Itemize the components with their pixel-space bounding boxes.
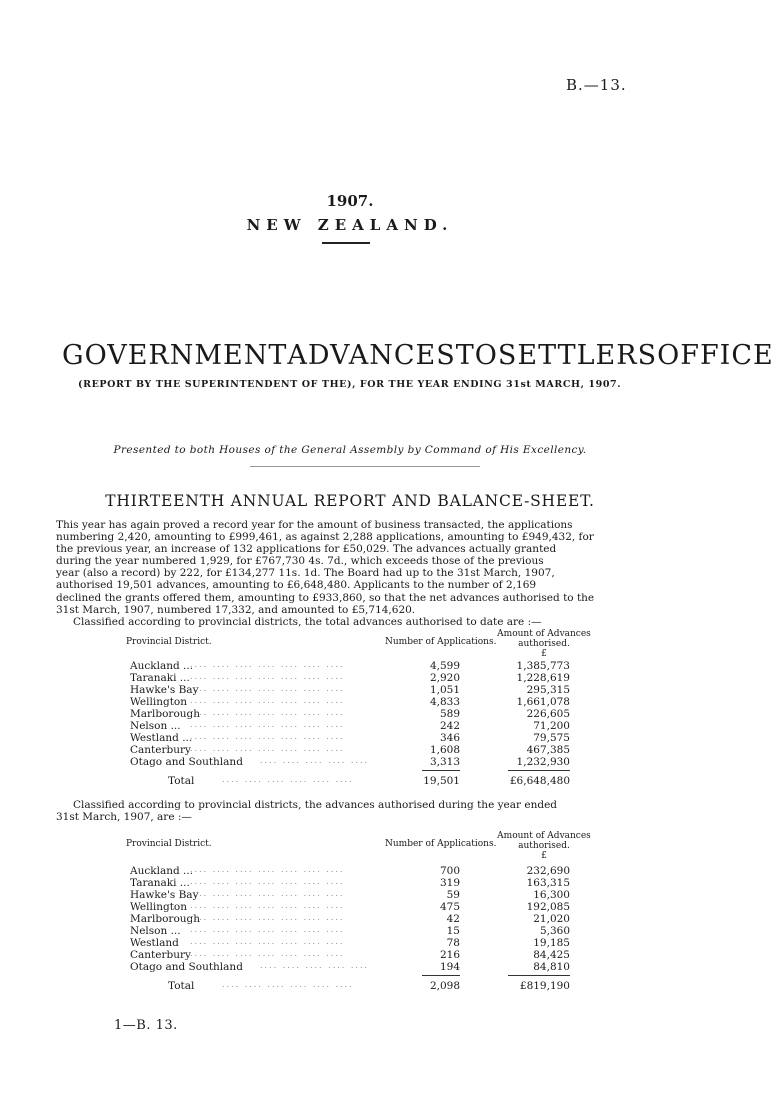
country-name: NEW ZEALAND. <box>246 216 454 234</box>
paragraph-line: This year has again proved a record year for the amount of business transacted, the applications <box>56 519 573 531</box>
leader-dots: .... .... .... .... .... .... .... <box>190 865 345 874</box>
report-title <box>62 340 774 371</box>
table2-row <box>0 949 700 961</box>
leader-dots: .... .... .... .... .... .... .... <box>190 913 345 922</box>
leader-dots: .... .... .... .... .... .... .... <box>190 937 345 946</box>
intro-paragraph <box>56 519 622 616</box>
leader-dots: .... .... .... .... .... .... .... <box>190 744 345 753</box>
leader-dots: .... .... .... .... .... .... <box>222 980 354 989</box>
paragraph-line: during the year numbered 1,929, for £767,730 4s. 7d., which exceeds those of the previous <box>56 555 544 568</box>
paragraph-line: authorised 19,501 advances, amounting to £6,648,480. Applicants to the number of 2,169 <box>56 579 537 592</box>
table2-row <box>0 925 700 937</box>
paragraph-line: the previous year, an increase of 132 applications for £50,029. The advances actually granted <box>56 543 557 556</box>
advance-amount: 192,085 <box>526 901 570 913</box>
applications-count: 2,920 <box>429 672 460 684</box>
title-word: TO <box>455 340 498 371</box>
document-year: 1907. <box>326 192 374 210</box>
sum-rule <box>508 975 570 976</box>
sum-rule <box>422 975 460 976</box>
district-name: Wellington <box>130 901 188 913</box>
table2-row <box>0 889 700 901</box>
paragraph-line: 31st March, 1907, numbered 17,332, and amounted to £5,714,620. <box>56 603 416 616</box>
table2-header-number: Number of Applications. <box>385 839 497 849</box>
district-name: Nelson ... <box>130 925 181 937</box>
advance-amount: 79,575 <box>533 732 570 744</box>
table2-intro <box>56 799 622 823</box>
sum-rule <box>422 770 460 771</box>
table1-row <box>0 744 700 756</box>
applications-count: 589 <box>439 708 460 720</box>
district-name: Hawke's Bay <box>130 684 199 696</box>
district-name: Canterbury <box>130 744 191 756</box>
table1-row <box>0 672 700 684</box>
advance-amount: 226,605 <box>526 708 570 720</box>
leader-dots: .... .... .... .... .... .... .... <box>190 732 345 741</box>
advance-amount: 163,315 <box>526 877 570 889</box>
table2-row <box>0 961 700 973</box>
applications-count: 42 <box>446 913 460 925</box>
table2-row <box>0 913 700 925</box>
advance-amount: 84,425 <box>533 949 570 961</box>
district-name: Taranaki ... <box>130 672 190 684</box>
district-name: Marlborough <box>130 708 201 720</box>
applications-count: 242 <box>439 720 460 732</box>
leader-dots: .... .... .... .... .... <box>260 961 370 970</box>
advance-amount: 84,810 <box>533 961 570 973</box>
leader-dots: .... .... .... .... .... .... <box>222 775 354 784</box>
applications-count: 1,608 <box>429 744 460 756</box>
applications-count: 700 <box>439 865 460 877</box>
intro-line: Classified according to provincial districts, the advances authorised during the year ended <box>73 799 558 811</box>
paragraph-line: declined the grants offered them, amounting to £933,860, so that the net advances authorised to the <box>56 591 595 604</box>
table1-row <box>0 720 700 732</box>
applications-count: 78 <box>446 937 460 949</box>
applications-count: 3,313 <box>429 756 460 768</box>
table2-row <box>0 865 700 877</box>
advance-amount: 295,315 <box>526 684 570 696</box>
table2-total-row <box>0 980 700 992</box>
total-label: Total <box>168 980 195 992</box>
district-name: Hawke's Bay <box>130 889 199 901</box>
advance-amount: 16,300 <box>533 889 570 901</box>
total-applications: 19,501 <box>423 775 460 787</box>
applications-count: 475 <box>439 901 460 913</box>
presented-line: Presented to both Houses of the General Assembly by Command of His Excellency. <box>113 444 587 456</box>
table1-intro: Classified according to provincial districts, the total advances authorised to date are :— <box>73 616 542 628</box>
applications-count: 15 <box>446 925 460 937</box>
leader-dots: .... .... .... .... .... .... .... <box>190 877 345 886</box>
advance-amount: 71,200 <box>533 720 570 732</box>
applications-count: 194 <box>439 961 460 973</box>
advance-amount: 5,360 <box>539 925 570 937</box>
total-amount: £819,190 <box>519 980 570 992</box>
district-name: Westland <box>130 937 179 949</box>
table1-header-district: Provincial District. <box>126 637 212 647</box>
district-name: Westland ... <box>130 732 193 744</box>
table2-row <box>0 877 700 889</box>
applications-count: 4,833 <box>429 696 460 708</box>
district-name: Taranaki ... <box>130 877 190 889</box>
divider <box>322 242 370 244</box>
total-amount: £6,648,480 <box>509 775 570 787</box>
table2-row <box>0 901 700 913</box>
section-heading: THIRTEENTH ANNUAL REPORT AND BALANCE-SHEET. <box>105 492 595 510</box>
applications-count: 346 <box>439 732 460 744</box>
leader-dots: .... .... .... .... .... .... .... <box>190 720 345 729</box>
applications-count: 4,599 <box>429 660 460 672</box>
leader-dots: .... .... .... .... .... .... .... <box>190 708 345 717</box>
intro-line: 31st March, 1907, are :— <box>56 811 192 824</box>
district-name: Otago and Southland <box>130 961 243 973</box>
leader-dots: .... .... .... .... .... .... .... <box>190 696 345 705</box>
advance-amount: 1,232,930 <box>516 756 570 768</box>
table1-total-row <box>0 775 700 787</box>
table1-header-number: Number of Applications. <box>385 637 497 647</box>
leader-dots: .... .... .... .... .... .... .... <box>190 925 345 934</box>
title-word: ADVANCES <box>287 340 456 371</box>
table1-row <box>0 660 700 672</box>
advance-amount: 1,661,078 <box>516 696 570 708</box>
leader-dots: .... .... .... .... .... .... .... <box>190 901 345 910</box>
table2-header-amount <box>496 832 592 861</box>
table1-row <box>0 732 700 744</box>
district-name: Otago and Southland <box>130 756 243 768</box>
district-name: Marlborough <box>130 913 201 925</box>
header-line: Amount of Advances <box>497 629 591 639</box>
sum-rule <box>508 770 570 771</box>
table1-row <box>0 708 700 720</box>
table1-header-amount <box>496 630 592 659</box>
page-footer: 1—B. 13. <box>114 1018 178 1033</box>
leader-dots: .... .... .... .... .... .... .... <box>190 684 345 693</box>
district-name: Nelson ... <box>130 720 181 732</box>
district-name: Auckland ... <box>130 865 194 877</box>
header-line: authorised. <box>518 840 570 851</box>
table1-row <box>0 756 700 768</box>
applications-count: 216 <box>439 949 460 961</box>
advance-amount: 232,690 <box>526 865 570 877</box>
leader-dots: .... .... .... .... .... .... .... <box>190 889 345 898</box>
leader-dots: .... .... .... .... .... <box>260 756 370 765</box>
advance-amount: 21,020 <box>533 913 570 925</box>
title-word: GOVERNMENT <box>62 340 288 371</box>
total-label: Total <box>168 775 195 787</box>
paragraph-line: year (also a record) by 222, for £134,277 11s. 1d. The Board had up to the 31st March, 1907, <box>56 567 555 580</box>
header-line: authorised. <box>518 638 570 649</box>
table2-row <box>0 937 700 949</box>
advance-amount: 1,385,773 <box>516 660 570 672</box>
paragraph-line: numbering 2,420, amounting to £999,461, as against 2,288 applications, amounting to £949,432, for <box>56 531 594 544</box>
document-reference: B.—13. <box>566 76 627 94</box>
advance-amount: 467,385 <box>526 744 570 756</box>
currency-symbol: £ <box>541 648 547 659</box>
currency-symbol: £ <box>541 850 547 861</box>
table1-row <box>0 684 700 696</box>
leader-dots: .... .... .... .... .... .... .... <box>190 660 345 669</box>
district-name: Canterbury <box>130 949 191 961</box>
advance-amount: 1,228,619 <box>516 672 570 684</box>
table1-row <box>0 696 700 708</box>
title-word: OFFICE <box>657 340 774 371</box>
report-subtitle: (REPORT BY THE SUPERINTENDENT OF THE), FOR THE YEAR ENDING 31st MARCH, 1907. <box>78 379 622 390</box>
title-word: SETTLERS <box>497 340 658 371</box>
header-line: Amount of Advances <box>497 831 591 841</box>
leader-dots: .... .... .... .... .... .... .... <box>190 672 345 681</box>
total-applications: 2,098 <box>429 980 460 992</box>
advance-amount: 19,185 <box>533 937 570 949</box>
table2-header-district: Provincial District. <box>126 839 212 849</box>
applications-count: 59 <box>446 889 460 901</box>
district-name: Wellington <box>130 696 188 708</box>
district-name: Auckland ... <box>130 660 194 672</box>
applications-count: 319 <box>439 877 460 889</box>
leader-dots: .... .... .... .... .... .... .... <box>190 949 345 958</box>
applications-count: 1,051 <box>429 684 460 696</box>
divider <box>250 466 480 467</box>
